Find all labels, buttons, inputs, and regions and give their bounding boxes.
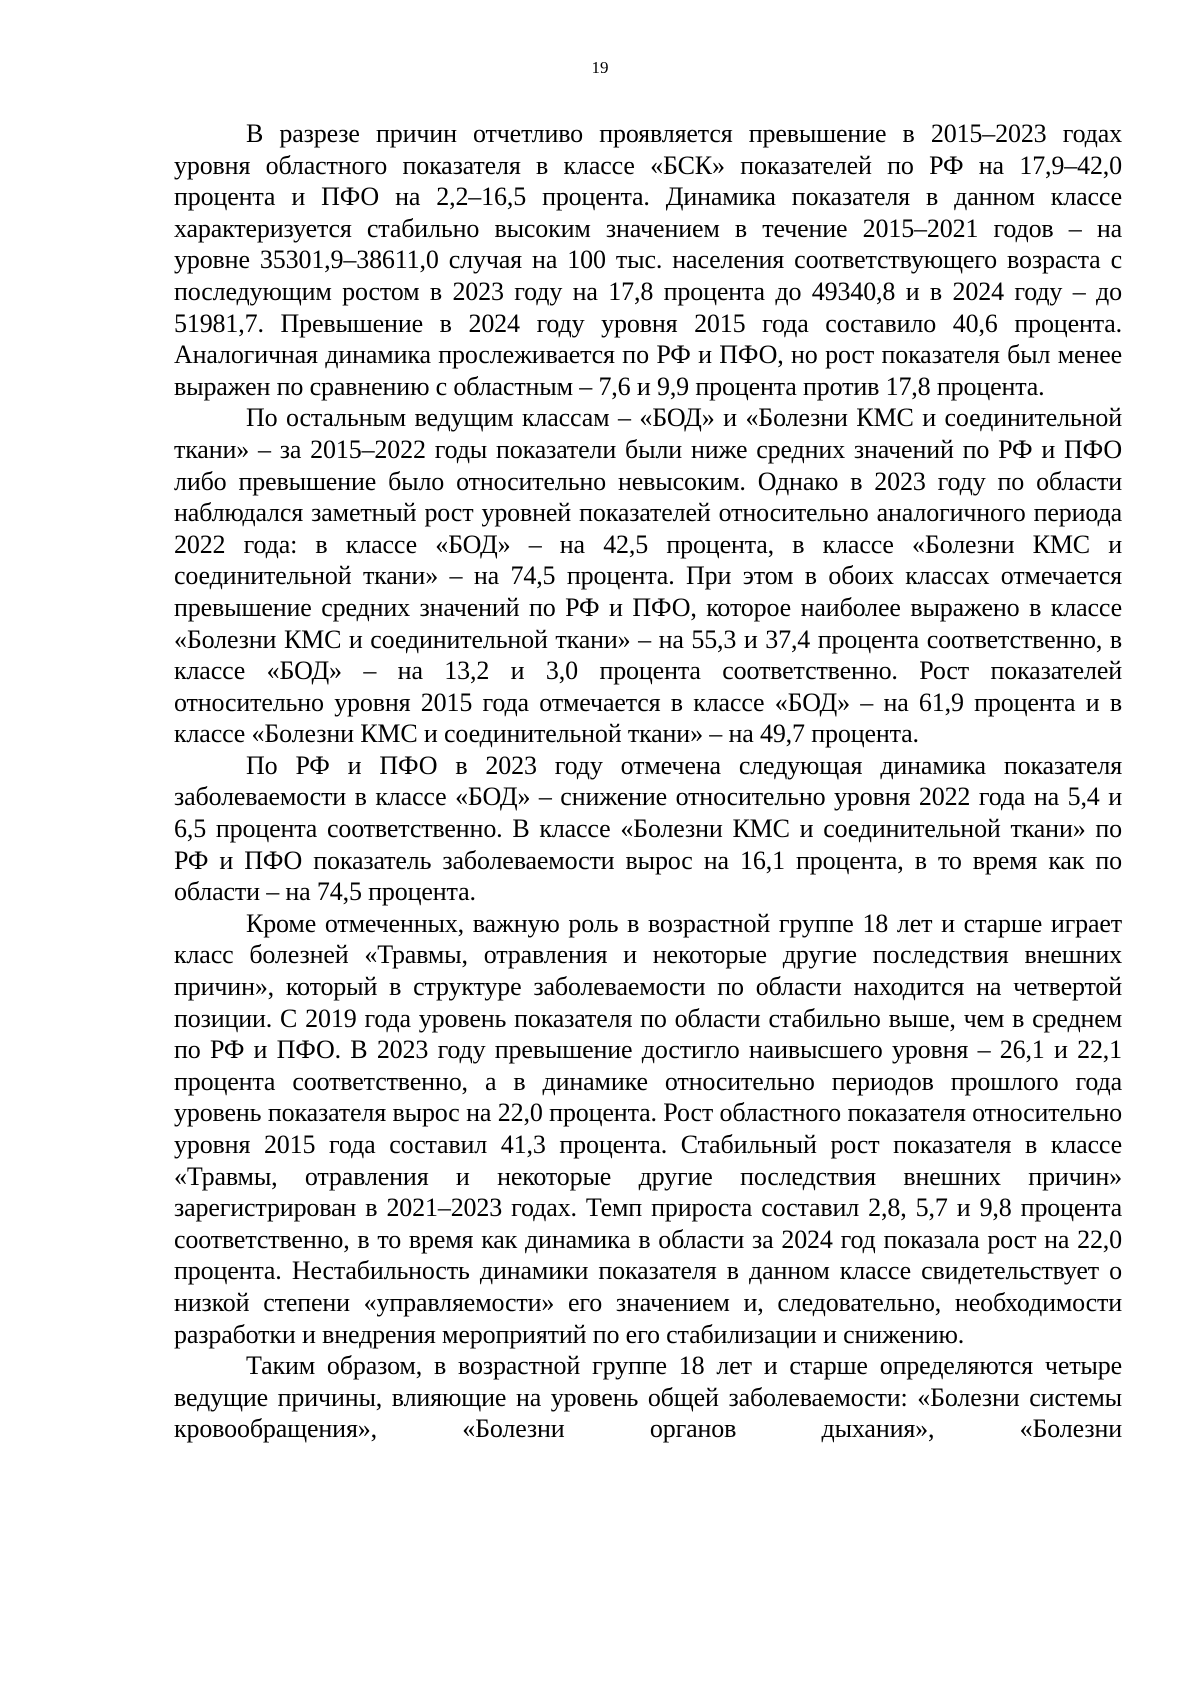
paragraph-injuries: Кроме отмеченных, важную роль в возрастной группе 18 лет и старше играет класс болезней «Травмы, отравления и некоторые другие последствия внешних причин», который в структуре заболеваемости по области находится на четвертой позиции. С 2019 года уровень показателя по области стабильно выше, чем в среднем по РФ и ПФО. В 2023 году превышение достигло наивысшего уровня – 26,1 и 22,1 процента соответственно, а в динамике относительно периодов прошлого года уровень показателя вырос на 22,0 процента. Рост областного показателя относительно уровня 2015 года составил 41,3 процента. Стабильный рост показателя в классе «Травмы, отравления и некоторые другие последствия внешних причин» зарегистрирован в 2021–2023 годах. Темп прироста составил 2,8, 5,7 и 9,8 процента соответственно, в то время как динамика в области за 2024 год показала рост на 22,0 процента. Нестабильность динамики показателя в данном классе свидетельствует о низкой степени «управляемости» его значением и, следовательно, необходимости разработки и внедрения мероприятий по его стабилизации и снижению. (174, 908, 1122, 1349)
paragraph-causes-bsk: В разрезе причин отчетливо проявляется превышение в 2015–2023 годах уровня областного показателя в классе «БСК» показателей по РФ на 17,9–42,0 процента и ПФО на 2,2–16,5 процента. Динамика показателя в данном классе характеризуется стабильно высоким значением в течение 2015–2021 годов – на уровне 35301,9–38611,0 случая на 100 тыс. населения соответствующего возраста с последующим ростом в 2023 году на 17,8 процента до 49340,8 и в 2024 году – до 51981,7. Превышение в 2024 году уровня 2015 года составило 40,6 процента. Аналогичная динамика прослеживается по РФ и ПФО, но рост показателя был менее выражен по сравнению с областным – 7,6 и 9,9 процента против 17,8 процента. (174, 119, 1122, 401)
body-text (174, 118, 1122, 1445)
paragraph-conclusion: Таким образом, в возрастной группе 18 лет и старше определяются четыре ведущие причины, влияющие на уровень общей заболеваемости: «Болезни системы кровообращения», «Болезни органов дыхания», «Болезни (174, 1351, 1122, 1444)
page-number: 19 (591, 58, 609, 77)
paragraph-bod-kms: По остальным ведущим классам – «БОД» и «Болезни КМС и соединительной ткани» – за 2015–2022 годы показатели были ниже средних значений по РФ и ПФО либо превышение было относительно невысоким. Однако в 2023 году по области наблюдался заметный рост уровней показателей относительно аналогичного периода 2022 года: в классе «БОД» – на 42,5 процента, в классе «Болезни КМС и соединительной ткани» – на 74,5 процента. При этом в обоих классах отмечается превышение средних значений по РФ и ПФО, которое наиболее выражено в классе «Болезни КМС и соединительной ткани» – на 55,3 и 37,4 процента соответственно, в классе «БОД» – на 13,2 и 3,0 процента соответственно. Рост показателей относительно уровня 2015 года отмечается в классе «БОД» – на 61,9 процента и в классе «Болезни КМС и соединительной ткани» – на 49,7 процента. (174, 403, 1122, 749)
paragraph-rf-pfo-dynamics: По РФ и ПФО в 2023 году отмечена следующая динамика показателя заболеваемости в классе «БОД» – снижение относительно уровня 2022 года на 5,4 и 6,5 процента соответственно. В классе «Болезни КМС и соединительной ткани» по РФ и ПФО показатель заболеваемости вырос на 16,1 процента, в то время как по области – на 74,5 процента. (174, 750, 1122, 907)
